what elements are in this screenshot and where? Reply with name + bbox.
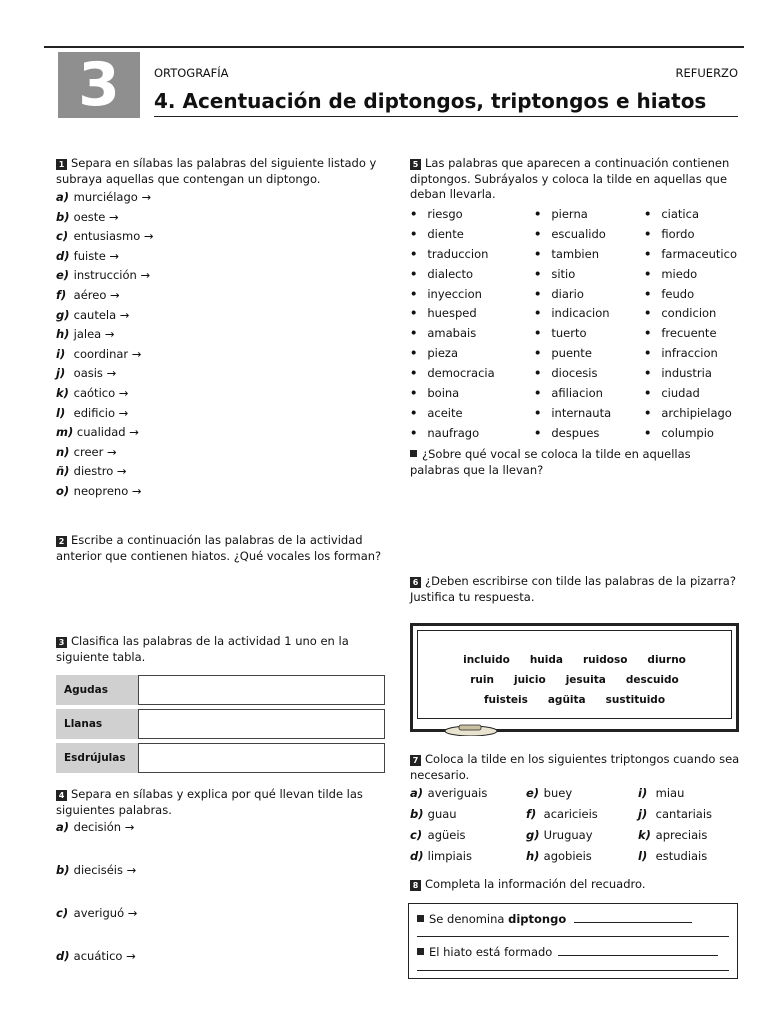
chalkboard-word: jesuita [565,674,606,686]
word-item: • industria [644,366,754,386]
item-letter: n) [56,444,70,459]
word-item: • internauta [534,406,644,426]
info-box [408,903,738,979]
triptongo-item [526,828,638,849]
word-item: • despues [534,426,644,446]
word-item: • democracia [410,366,534,386]
exercise-7 [410,752,740,870]
item-letter: d) [56,248,70,263]
exercise-5-word-grid [410,207,754,446]
square-bullet-icon [417,948,424,955]
triptongo-item [526,807,638,828]
row-label-llanas: Llanas [56,709,138,739]
item-word: coordinar → [70,346,142,361]
chalkboard-row [418,653,731,667]
word-item: • escualido [534,227,644,247]
word-item: • dialecto [410,267,534,287]
list-item [56,464,386,484]
chalkboard-word: juicio [513,674,546,686]
chalkboard [410,623,739,732]
item-word: decisión → [70,820,135,835]
item-word: edificio → [70,405,129,420]
unit-number-box: 3 [58,52,140,118]
item-letter: f) [56,288,67,302]
item-word: entusiasmo → [70,229,154,244]
chalkboard-word: incluido [463,654,510,666]
exercise-1-list [56,190,386,504]
item-word: oeste → [70,209,119,224]
exercise-5 [410,156,740,203]
eraser-icon [441,724,501,736]
exercise-number: 1 [56,159,67,170]
exercise-1-instruction: 1 Separa en sílabas las palabras del siguiente listado y subraya aquellas que contengan un diptongo. [56,156,377,186]
chalkboard-word: huida [529,654,563,666]
triptongo-item [526,849,638,870]
item-letter: k) [638,828,651,843]
exercise-1 [56,156,386,504]
word-item: • diocesis [534,366,644,386]
exercise-3 [56,634,386,777]
item-letter: l) [638,849,648,864]
exercise-4-instruction: 4 Separa en sílabas y explica por qué llevan tilde las siguientes palabras. [56,787,363,817]
word-item: • afiliacion [534,386,644,406]
classification-table [56,671,385,777]
list-item [56,288,386,308]
list-item [56,249,386,269]
word-item: • frecuente [644,326,754,346]
exercise-3-instruction: 3 Clasifica las palabras de la actividad 1 uno en la siguiente tabla. [56,634,349,664]
word-item: • condicion [644,306,754,326]
list-item [56,386,386,406]
item-letter: f) [526,807,537,822]
item-letter: h) [526,849,540,864]
item-letter: k) [56,385,69,400]
word-item: • archipielago [644,406,754,426]
word-item: • traduccion [410,247,534,267]
item-word: caótico → [70,385,129,400]
exercise-number: 7 [410,755,421,766]
item-letter: d) [410,849,424,864]
chalkboard-word: ruidoso [582,654,628,666]
list-item [56,949,386,992]
item-word: cualidad → [73,425,139,440]
item-word: dieciséis → [70,863,137,878]
exercise-6 [410,574,740,605]
chalkboard-word: agüita [547,694,586,706]
item-word: neopreno → [70,483,142,498]
item-letter: a) [56,190,70,205]
item-word: fuiste → [70,248,120,263]
exercise-number: 2 [56,536,67,547]
item-word: diestro → [70,464,127,479]
exercise-number: 6 [410,577,421,588]
item-letter: j) [638,807,648,822]
item-word: buey [540,786,573,801]
item-letter: i) [638,786,648,801]
item-letter: i) [56,346,66,361]
list-item [56,268,386,288]
word-item: • feudo [644,287,754,307]
list-item [56,190,386,210]
item-letter: e) [526,786,540,801]
item-letter: a) [410,786,424,801]
word-item: • tuerto [534,326,644,346]
exercise-8 [410,877,740,893]
item-word: apreciais [652,828,708,843]
item-word: cautela → [70,307,130,322]
answer-line[interactable] [417,936,729,937]
word-item: • fiordo [644,227,754,247]
item-letter: j) [56,366,66,381]
item-letter: l) [56,405,66,420]
item-word: Uruguay [540,828,593,843]
chalkboard-inner [417,630,732,719]
item-letter: c) [56,906,69,921]
word-item: • farmaceutico [644,247,754,267]
triptongo-item [638,828,748,849]
exercise-6-instruction: 6 ¿Deben escribirse con tilde las palabras de la pizarra? Justifica tu respuesta. [410,574,736,604]
title-rule [154,116,738,117]
exercise-4-list [56,820,386,992]
word-item: • riesgo [410,207,534,227]
top-rule [44,46,744,48]
answer-box-llanas[interactable] [138,709,385,739]
list-item [56,308,386,328]
item-word: instrucción → [70,268,151,283]
item-letter: c) [410,828,423,843]
list-item [56,425,386,445]
triptongo-item [410,807,526,828]
item-letter: h) [56,327,70,342]
triptongo-item [410,849,526,870]
list-item [56,327,386,347]
item-letter: b) [410,807,424,822]
page-title: 4. Acentuación de diptongos, triptongos e hiatos [154,89,707,113]
item-word: aéreo → [70,288,120,302]
word-item: • huesped [410,306,534,326]
section-label: REFUERZO [675,66,738,80]
info-line-2: El hiato está formado [417,945,729,961]
chalkboard-word: diurno [647,654,686,666]
item-word: acaricieis [540,807,598,822]
chalkboard-word: descuido [625,674,679,686]
word-item: • sitio [534,267,644,287]
chalkboard-word: sustituido [605,694,666,706]
table-row [56,709,385,739]
subject-label: ORTOGRAFÍA [154,66,229,80]
square-bullet-icon [417,915,424,922]
list-item [56,445,386,465]
item-letter: c) [56,229,69,244]
exercise-5-question: ¿Sobre qué vocal se coloca la tilde en aquellas palabras que la llevan? [410,447,691,477]
answer-line[interactable] [417,970,729,971]
exercise-2 [56,533,386,564]
word-item: • naufrago [410,426,534,446]
exercise-number: 4 [56,790,67,801]
item-word: creer → [70,444,117,459]
exercise-number: 3 [56,637,67,648]
answer-box-esdrujulas[interactable] [138,743,385,773]
word-item: • inyeccion [410,287,534,307]
item-word: agüeis [424,828,466,843]
list-item [56,366,386,386]
triptongo-item [638,786,748,807]
word-item: • amabais [410,326,534,346]
triptongo-item [410,786,526,807]
word-item: • pierna [534,207,644,227]
word-item: • columpio [644,426,754,446]
table-row [56,675,385,705]
fill-in-line[interactable] [574,913,692,923]
word-item: • infraccion [644,346,754,366]
item-word: averiguó → [70,906,138,921]
exercise-number: 5 [410,159,421,170]
chalkboard-word: ruin [470,674,494,686]
word-item: • ciudad [644,386,754,406]
word-item: • ciatica [644,207,754,227]
list-item [56,229,386,249]
item-word: estudiais [652,849,708,864]
word-item: • tambien [534,247,644,267]
item-word: cantariais [652,807,713,822]
item-word: jalea → [70,327,115,342]
word-item: • miedo [644,267,754,287]
exercise-5-instruction: 5 Las palabras que aparecen a continuación contienen diptongos. Subráyalos y coloca la tilde en aquellas que deban llevarla. [410,156,730,202]
list-item [56,906,386,949]
item-word: acuático → [70,949,136,964]
item-letter: m) [56,425,74,440]
list-item [56,210,386,230]
info-line-1: Se denomina diptongo [417,912,729,928]
item-word: averiguais [424,786,488,801]
list-item [56,484,386,504]
word-item: • indicacion [534,306,644,326]
row-label-agudas: Agudas [56,675,138,705]
word-item: • diente [410,227,534,247]
list-item [56,863,386,906]
answer-box-agudas[interactable] [138,675,385,705]
item-word: agobieis [540,849,592,864]
item-word: murciélago → [70,190,152,205]
square-bullet-icon [410,450,417,457]
fill-in-line[interactable] [558,946,718,956]
item-letter: g) [526,828,540,843]
list-item [56,347,386,367]
chalkboard-word: fuisteis [483,694,528,706]
row-label-esdrujulas: Esdrújulas [56,743,138,773]
exercise-7-instruction: 7 Coloca la tilde en los siguientes triptongos cuando sea necesario. [410,752,740,782]
list-item [56,406,386,426]
item-letter: ñ) [56,464,70,479]
word-item: • diario [534,287,644,307]
item-letter: d) [56,949,70,964]
item-letter: b) [56,209,70,224]
list-item [56,820,386,863]
word-item: • boina [410,386,534,406]
word-item: • pieza [410,346,534,366]
exercise-7-grid [410,786,740,870]
item-letter: g) [56,307,70,322]
triptongo-item [638,849,748,870]
item-letter: o) [56,483,70,498]
exercise-number: 8 [410,880,421,891]
word-item: • puente [534,346,644,366]
item-word: miau [652,786,685,801]
chalkboard-row [418,673,731,687]
triptongo-item [410,828,526,849]
item-word: limpiais [424,849,472,864]
word-item: • aceite [410,406,534,426]
exercise-4 [56,787,386,992]
item-letter: b) [56,863,70,878]
chalkboard-row [418,693,731,707]
exercise-8-instruction: 8 Completa la información del recuadro. [410,877,740,893]
item-word: guau [424,807,457,822]
triptongo-item [526,786,638,807]
item-letter: e) [56,268,70,283]
table-row [56,743,385,773]
item-word: oasis → [70,366,117,381]
exercise-2-instruction: 2 Escribe a continuación las palabras de la actividad anterior que contienen hiatos. ¿Qué vocales los forman? [56,533,382,563]
triptongo-item [638,807,748,828]
item-letter: a) [56,820,70,835]
